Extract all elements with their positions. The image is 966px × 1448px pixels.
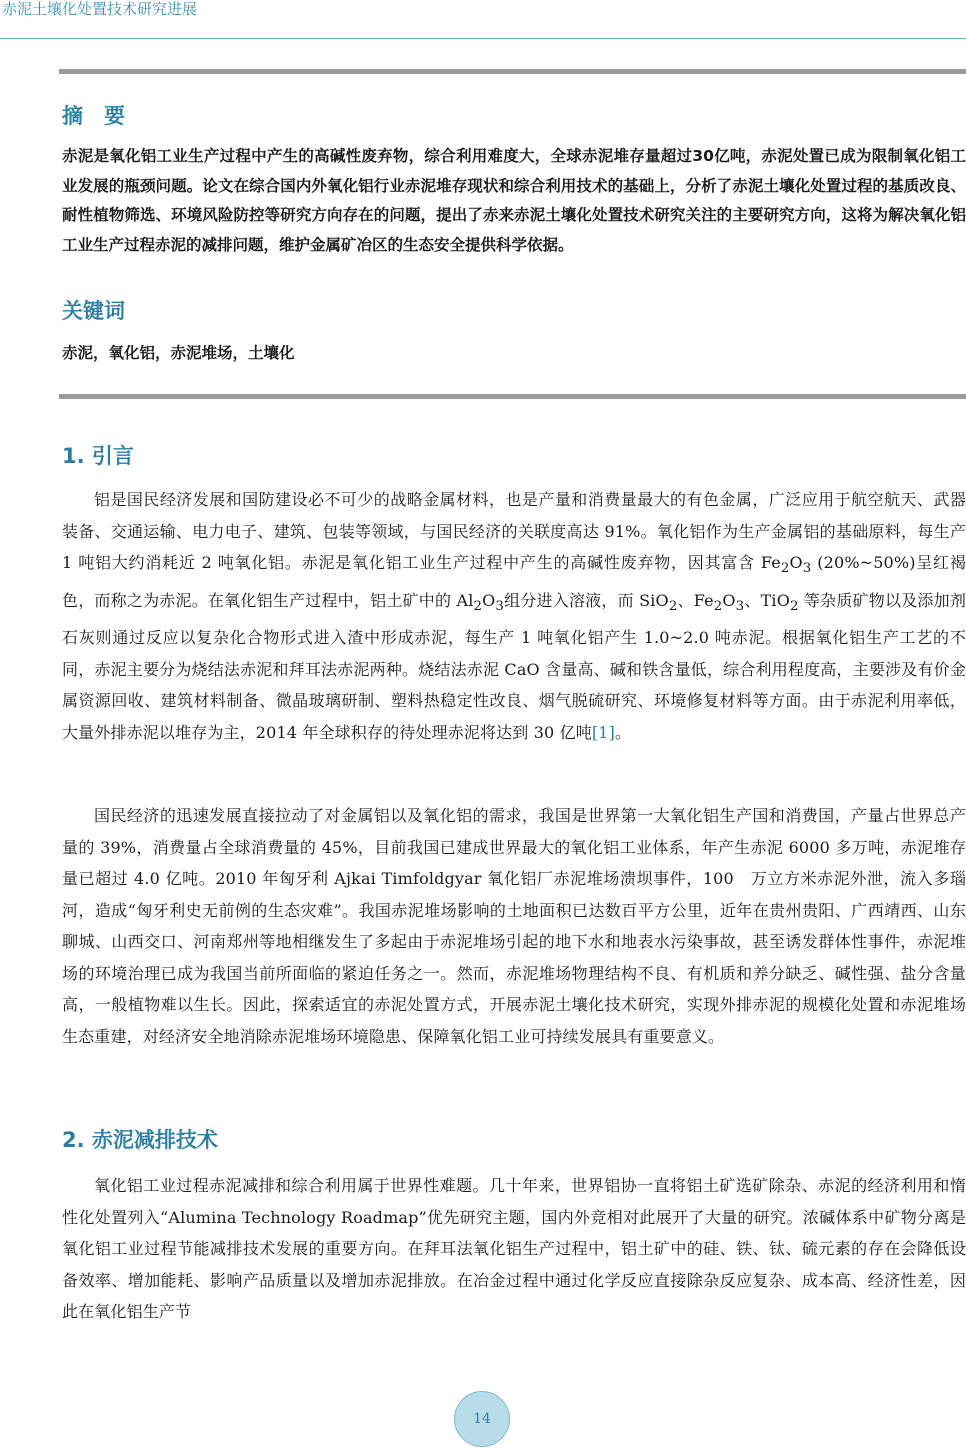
keywords-text: 赤泥，氧化铝，赤泥堆场，土壤化 bbox=[62, 344, 295, 362]
formula-sio2: SiO$_2$ bbox=[639, 590, 678, 614]
formula-tio2: TiO$_2$ bbox=[760, 590, 799, 614]
section-2-paragraph-1: 氧化铝工业过程赤泥减排和综合利用属于世界性难题。几十年来，世界铝协一直将铝土矿选矿除杂、赤泥的经济利用和惰性化处置列入“Alumina Technology Roadmap”优先研究主题，国内外竞相对此展开了大量的研究。浓碱体系中矿物分离是氧化铝工业过程节能减排技术发展的重要方向。在拜耳法氧化铝生产过程中，铝土矿中的硅、铁、钛、硫元素的存在会降低设备效率、增加能耗、影响产品质量以及增加赤泥排放。在冶金过程中通过化学反应直接除杂反应复杂、成本高、经济性差，因此在氧化铝生产节 bbox=[62, 1176, 966, 1321]
section-1-paragraph-1: 铝是国民经济发展和国防建设必不可少的战略金属材料，也是产量和消费量最大的有色金属，广泛应用于航空航天、武器装备、交通运输、电力电子、建筑、包装等领域，与国民经济的关联度高达 91%。氧化铝作为生产金属铝的基础原料，每生产 1 吨铝大约消耗近 2 吨氧化铝。赤泥是氧化铝工业生产过程中产生的高碱性废弃物，因其富含 $Fe_2O_3$ (20%~50%)呈红褐色，而称之为赤泥。在氧化铝生产过程中，铝土矿中的 $Al_2O_3$组分进入溶液，而 SiO$_2$、$Fe_2O_3$、TiO$_2$ 等杂质矿物以及添加剂石灰则通过反应以复杂化合物形式进入渣中形成赤泥，每生产 1 吨氧化铝产生 1.0~2.0 吨赤泥。根据氧化铝生产工艺的不同，赤泥主要分为烧结法赤泥和拜耳法赤泥两种。烧结法赤泥 CaO 含量高、碱和铁含量低，综合利用程度高，主要涉及有价金属资源回收、建筑材料制备、微晶玻璃研制、塑料热稳定性改良、烟气脱硫研究、环境修复材料等方面。由于赤泥利用率低，大量外排赤泥以堆存为主，2014 年全球积存的待处理赤泥将达到 30 亿吨[1]。 bbox=[62, 490, 966, 742]
formula-fe2o3-2: $Fe_2O_3$ bbox=[693, 590, 745, 614]
header-rule bbox=[0, 38, 966, 39]
formula-al2o3: $Al_2O_3$ bbox=[456, 590, 505, 614]
section-1-paragraph-2: 国民经济的迅速发展直接拉动了对金属铝以及氧化铝的需求，我国是世界第一大氧化铝生产国和消费国，产量占世界总产量的 39%，消费量占全球消费量的 45%，目前我国已建成世界最大的氧化铝工业体系，年产生赤泥 6000 多万吨，赤泥堆存量已超过 4.0 亿吨。2010 年匈牙利 Ajkai Timfoldgyar 氧化铝厂赤泥堆场溃坝事件，100 万立方米赤泥外泄，流入多瑙河，造成“匈牙利史无前例的生态灾难”。我国赤泥堆场影响的土地面积已达数百平方公里，近年在贵州贵阳、广西靖西、山东聊城、山西交口、河南郑州等地相继发生了多起由于赤泥堆场引起的地下水和地表水污染事故，甚至诱发群体性事件，赤泥堆场的环境治理已成为我国当前所面临的紧迫任务之一。然而，赤泥堆场物理结构不良、有机质和养分缺乏、碱性强、盐分含量高，一般植物难以生长。因此，探索适宜的赤泥处置方式，开展赤泥土壤化技术研究，实现外排赤泥的规模化处置和赤泥堆场生态重建，对经济安全地消除赤泥堆场环境隐患、保障氧化铝工业可持续发展具有重要意义。 bbox=[62, 806, 966, 1046]
formula-fe2o3: $Fe_2O_3$ bbox=[760, 553, 812, 577]
page-number: 14 bbox=[454, 1391, 510, 1447]
abstract-heading: 摘 要 bbox=[62, 104, 125, 128]
bottom-divider bbox=[59, 394, 966, 399]
top-divider bbox=[59, 69, 966, 74]
section-2-heading: 2. 赤泥减排技术 bbox=[62, 1128, 218, 1152]
abstract-text: 赤泥是氧化铝工业生产过程中产生的高碱性废弃物，综合利用难度大，全球赤泥堆存量超过30亿吨，赤泥处置已成为限制氧化铝工业发展的瓶颈问题。论文在综合国内外氧化铝行业赤泥堆存现状和综合利用技术的基础上，分析了赤泥土壤化处置过程的基质改良、耐性植物筛选、环境风险防控等研究方向存在的问题，提出了赤来赤泥土壤化处置技术研究关注的主要研究方向，这将为解决氧化铝工业生产过程赤泥的减排问题，维护金属矿冶区的生态安全提供科学依据。 bbox=[62, 147, 966, 254]
section-1-heading: 1. 引言 bbox=[62, 444, 134, 468]
citation-link-1[interactable]: [1] bbox=[591, 722, 616, 742]
running-head: 赤泥土壤化处置技术研究进展 bbox=[2, 0, 198, 18]
keywords-heading: 关键词 bbox=[62, 299, 125, 323]
